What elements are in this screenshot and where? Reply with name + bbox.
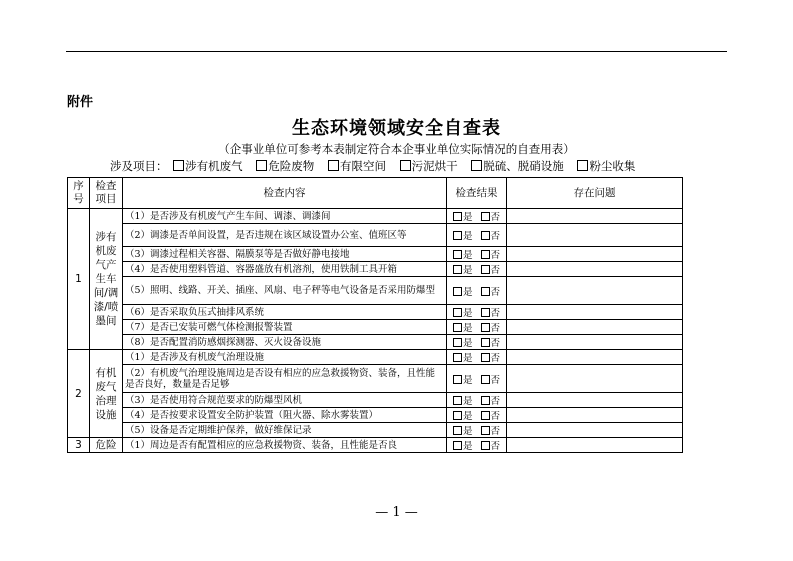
- header-item: 检查项目: [90, 178, 123, 209]
- result-yes-option[interactable]: 是: [453, 353, 473, 364]
- check-content: （5）设备是否定期维护保养，做好维保记录: [123, 423, 447, 438]
- checkbox-icon: [453, 287, 462, 296]
- result-yes-option[interactable]: 是: [453, 308, 473, 319]
- check-content: （1）是否涉及有机废气治理设施: [123, 350, 447, 365]
- header-no: 序号: [68, 178, 90, 209]
- table-row: [68, 247, 683, 262]
- group-name: 危险: [90, 438, 123, 453]
- check-content: （8）是否配置消防感烟探测器、灭火设备设施: [123, 335, 447, 350]
- table-row: [68, 423, 683, 438]
- checkbox-icon: [453, 375, 462, 384]
- checkbox-icon: [453, 265, 462, 274]
- check-content: （7）是否已安装可燃气体检测报警装置: [123, 320, 447, 335]
- table-row: [68, 335, 683, 350]
- table-row: [68, 224, 683, 247]
- check-content: （4）是否使用塑料管道、容器盛放有机溶剂，使用铁制工具开箱: [123, 262, 447, 277]
- result-no-option[interactable]: 否: [481, 308, 501, 319]
- scope-checkbox[interactable]: 粉尘收集: [577, 159, 635, 173]
- checkbox-icon: [577, 160, 588, 171]
- group-name: 有机废气治理设施: [90, 350, 123, 438]
- table-row: [68, 393, 683, 408]
- scope-checkbox[interactable]: 脱硫、脱硝设施: [471, 159, 564, 173]
- attachment-label: 附件: [67, 95, 94, 110]
- result-yes-option[interactable]: 是: [453, 212, 473, 223]
- issue-cell[interactable]: [507, 209, 683, 224]
- check-content: （1）是否涉及有机废气产生车间、调漆、调漆间: [123, 209, 447, 224]
- scope-checkbox[interactable]: 涉有机废气: [173, 159, 243, 173]
- checkbox-icon: [481, 287, 490, 296]
- issue-cell[interactable]: [507, 262, 683, 277]
- checkbox-icon: [481, 265, 490, 274]
- issue-cell[interactable]: [507, 224, 683, 247]
- result-no-option[interactable]: 否: [481, 287, 501, 298]
- top-rule: [66, 51, 727, 52]
- checkbox-icon: [471, 160, 482, 171]
- check-content: （5）照明、线路、开关、插座、风扇、电子秤等电气设备是否采用防爆型: [123, 277, 447, 305]
- result-yes-option[interactable]: 是: [453, 323, 473, 334]
- result-no-option[interactable]: 否: [481, 265, 501, 276]
- result-no-option[interactable]: 否: [481, 323, 501, 334]
- result-no-option[interactable]: 否: [481, 426, 501, 437]
- checkbox-icon: [481, 411, 490, 420]
- result-no-option[interactable]: 否: [481, 441, 501, 452]
- group-number: 1: [68, 209, 90, 350]
- check-result: [447, 209, 507, 224]
- issue-cell[interactable]: [507, 393, 683, 408]
- issue-cell[interactable]: [507, 423, 683, 438]
- checkbox-icon: [453, 353, 462, 362]
- table-row: [68, 320, 683, 335]
- page-title: 生态环境领域安全自查表: [292, 118, 501, 139]
- checkbox-icon: [453, 441, 462, 450]
- checkbox-icon: [481, 396, 490, 405]
- check-content: （6）是否采取负压式抽排风系统: [123, 305, 447, 320]
- result-yes-option[interactable]: 是: [453, 338, 473, 349]
- scope-checkbox[interactable]: 污泥烘干: [400, 159, 458, 173]
- scope-checkbox[interactable]: 危险废物: [256, 159, 314, 173]
- check-content: （3）是否使用符合规范要求的防爆型风机: [123, 393, 447, 408]
- check-result: [447, 408, 507, 423]
- checkbox-icon: [453, 212, 462, 221]
- check-result: [447, 277, 507, 305]
- checkbox-icon: [256, 160, 267, 171]
- result-yes-option[interactable]: 是: [453, 396, 473, 407]
- check-content: （4）是否按要求设置安全防护装置（阻火器、除水雾装置）: [123, 408, 447, 423]
- checkbox-icon: [453, 396, 462, 405]
- result-yes-option[interactable]: 是: [453, 250, 473, 261]
- check-content: （2）有机废气治理设施周边是否设有相应的应急救援物资、装备，且性能是否良好，数量是否足够: [123, 365, 447, 393]
- issue-cell[interactable]: [507, 335, 683, 350]
- table-header-row: [68, 178, 683, 209]
- checkbox-icon: [453, 308, 462, 317]
- table-row: [68, 438, 683, 453]
- checkbox-icon: [173, 160, 184, 171]
- result-no-option[interactable]: 否: [481, 353, 501, 364]
- table-row: [68, 262, 683, 277]
- issue-cell[interactable]: [507, 247, 683, 262]
- checkbox-icon: [481, 231, 490, 240]
- check-result: [447, 224, 507, 247]
- table-row: [68, 365, 683, 393]
- check-result: [447, 305, 507, 320]
- result-no-option[interactable]: 否: [481, 231, 501, 242]
- checkbox-icon: [400, 160, 411, 171]
- result-no-option[interactable]: 否: [481, 338, 501, 349]
- check-result: [447, 438, 507, 453]
- result-no-option[interactable]: 否: [481, 375, 501, 386]
- page-number: — 1 —: [375, 505, 418, 520]
- issue-cell[interactable]: [507, 350, 683, 365]
- table-row: [68, 305, 683, 320]
- issue-cell[interactable]: [507, 365, 683, 393]
- checkbox-icon: [453, 411, 462, 420]
- checkbox-icon: [481, 338, 490, 347]
- table-row: [68, 209, 683, 224]
- checkbox-icon: [453, 250, 462, 259]
- check-result: [447, 335, 507, 350]
- check-result: [447, 320, 507, 335]
- check-content: （3）调漆过程相关容器、隔膜泵等是否做好静电接地: [123, 247, 447, 262]
- issue-cell[interactable]: [507, 438, 683, 453]
- check-result: [447, 365, 507, 393]
- header-content: 检查内容: [123, 178, 447, 209]
- result-yes-option[interactable]: 是: [453, 411, 473, 422]
- result-no-option[interactable]: 否: [481, 250, 501, 261]
- checkbox-icon: [481, 441, 490, 450]
- checkbox-icon: [328, 160, 339, 171]
- checkbox-icon: [453, 323, 462, 332]
- checkbox-icon: [481, 250, 490, 259]
- result-yes-option[interactable]: 是: [453, 231, 473, 242]
- group-number: 3: [68, 438, 90, 453]
- checkbox-icon: [453, 231, 462, 240]
- result-yes-option[interactable]: 是: [453, 426, 473, 437]
- result-yes-option[interactable]: 是: [453, 287, 473, 298]
- result-yes-option[interactable]: 是: [453, 265, 473, 276]
- header-result: 检查结果: [447, 178, 507, 209]
- checkbox-icon: [481, 323, 490, 332]
- check-result: [447, 393, 507, 408]
- checkbox-icon: [453, 426, 462, 435]
- result-no-option[interactable]: 否: [481, 396, 501, 407]
- issue-cell[interactable]: [507, 408, 683, 423]
- check-content: （2）调漆是否单间设置，是否违规在该区域设置办公室、值班区等: [123, 224, 447, 247]
- group-number: 2: [68, 350, 90, 438]
- result-yes-option[interactable]: 是: [453, 441, 473, 452]
- issue-cell[interactable]: [507, 277, 683, 305]
- checkbox-icon: [481, 308, 490, 317]
- table-row: [68, 350, 683, 365]
- scope-label: 涉及项目：: [110, 159, 168, 173]
- scope-items: [110, 158, 645, 174]
- checkbox-icon: [481, 212, 490, 221]
- checkbox-icon: [453, 338, 462, 347]
- result-yes-option[interactable]: 是: [453, 375, 473, 386]
- check-result: [447, 423, 507, 438]
- check-result: [447, 247, 507, 262]
- group-name: 涉有机废气产生车间/调漆/喷墨间: [90, 209, 123, 350]
- check-result: [447, 350, 507, 365]
- header-issues: 存在问题: [507, 178, 683, 209]
- checkbox-icon: [481, 426, 490, 435]
- checkbox-icon: [481, 375, 490, 384]
- page-subtitle: （企事业单位可参考本表制定符合本企事业单位实际情况的自查用表）: [218, 142, 575, 156]
- check-content: （1）周边是否有配置相应的应急救援物资、装备，且性能是否良: [123, 438, 447, 453]
- table-row: [68, 408, 683, 423]
- checkbox-icon: [481, 353, 490, 362]
- result-no-option[interactable]: 否: [481, 212, 501, 223]
- table-row: [68, 277, 683, 305]
- issue-cell[interactable]: [507, 320, 683, 335]
- result-no-option[interactable]: 否: [481, 411, 501, 422]
- issue-cell[interactable]: [507, 305, 683, 320]
- scope-checkbox[interactable]: 有限空间: [328, 159, 386, 173]
- check-result: [447, 262, 507, 277]
- inspection-table: [67, 177, 683, 453]
